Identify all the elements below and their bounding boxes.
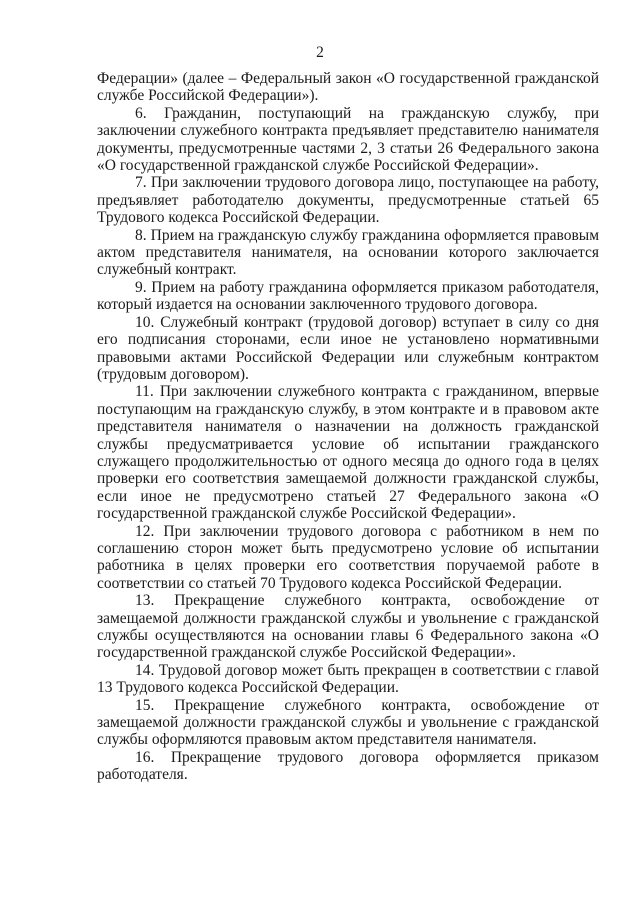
paragraph-item-12: 12. При заключении трудового договора с работником в нем по соглашению сторон может быть предусмотрено условие об испытании работника в целях проверки его соответствия поручаемой работе в соответствии со статьей 70 Трудового кодекса Российской Федерации. xyxy=(97,522,599,592)
paragraph-item-8: 8. Прием на гражданскую службу гражданина оформляется правовым актом представителя нанимателя, на основании которого заключается служебный контракт. xyxy=(97,226,599,279)
paragraph-item-15: 15. Прекращение служебного контракта, освобождение от замещаемой должности гражданской службы и увольнение с гражданской службы оформляются правовым актом представителя нанимателя. xyxy=(97,696,599,749)
paragraph-item-14: 14. Трудовой договор может быть прекращен в соответствии с главой 13 Трудового кодекса Российской Федерации. xyxy=(97,661,599,697)
paragraph-item-6: 6. Гражданин, поступающий на гражданскую службу, при заключении служебного контракта предъявляет представителю нанимателя документы, предусмотренные частями 2, 3 статьи 26 Федерального закона «О государственной гражданской службе Российской Федерации». xyxy=(97,104,599,175)
paragraph-item-13: 13. Прекращение служебного контракта, освобождение от замещаемой должности гражданской службы и увольнение с гражданской службы осуществляются на основании главы 6 Федерального закона «О государственной гражданской службе Российской Федерации». xyxy=(97,592,599,662)
paragraph-item-7: 7. При заключении трудового договора лицо, поступающее на работу, предъявляет работодателю документы, предусмотренные статьей 65 Трудового кодекса Российской Федерации. xyxy=(97,174,599,227)
paragraph-item-16: 16. Прекращение трудового договора оформляется приказом работодателя. xyxy=(97,748,599,784)
paragraph-item-11: 11. При заключении служебного контракта с гражданином, впервые поступающим на гражданскую службу, в этом контракте и в правовом акте представителя нанимателя о назначении на должность гражданской службы предусматривается условие об испытании гражданского служащего продолжительностью от одного месяца до одного года в целях проверки его соответствия замещаемой должности гражданской службы, если иное не предусмотрено статьей 27 Федерального закона «О государственной гражданской службе Российской Федерации». xyxy=(97,383,599,523)
document-body xyxy=(97,70,599,784)
paragraph-item-9: 9. Прием на работу гражданина оформляется приказом работодателя, который издается на основании заключенного трудового договора. xyxy=(97,278,599,314)
paragraph-continuation: Федерации» (далее – Федеральный закон «О государственной гражданской службе Российской Федерации»). xyxy=(97,70,599,105)
page-number: 2 xyxy=(316,44,324,61)
paragraph-item-10: 10. Служебный контракт (трудовой договор) вступает в силу со дня его подписания сторонами, если иное не установлено нормативными правовыми актами Российской Федерации или служебным контрактом (трудовым договором). xyxy=(97,313,599,383)
